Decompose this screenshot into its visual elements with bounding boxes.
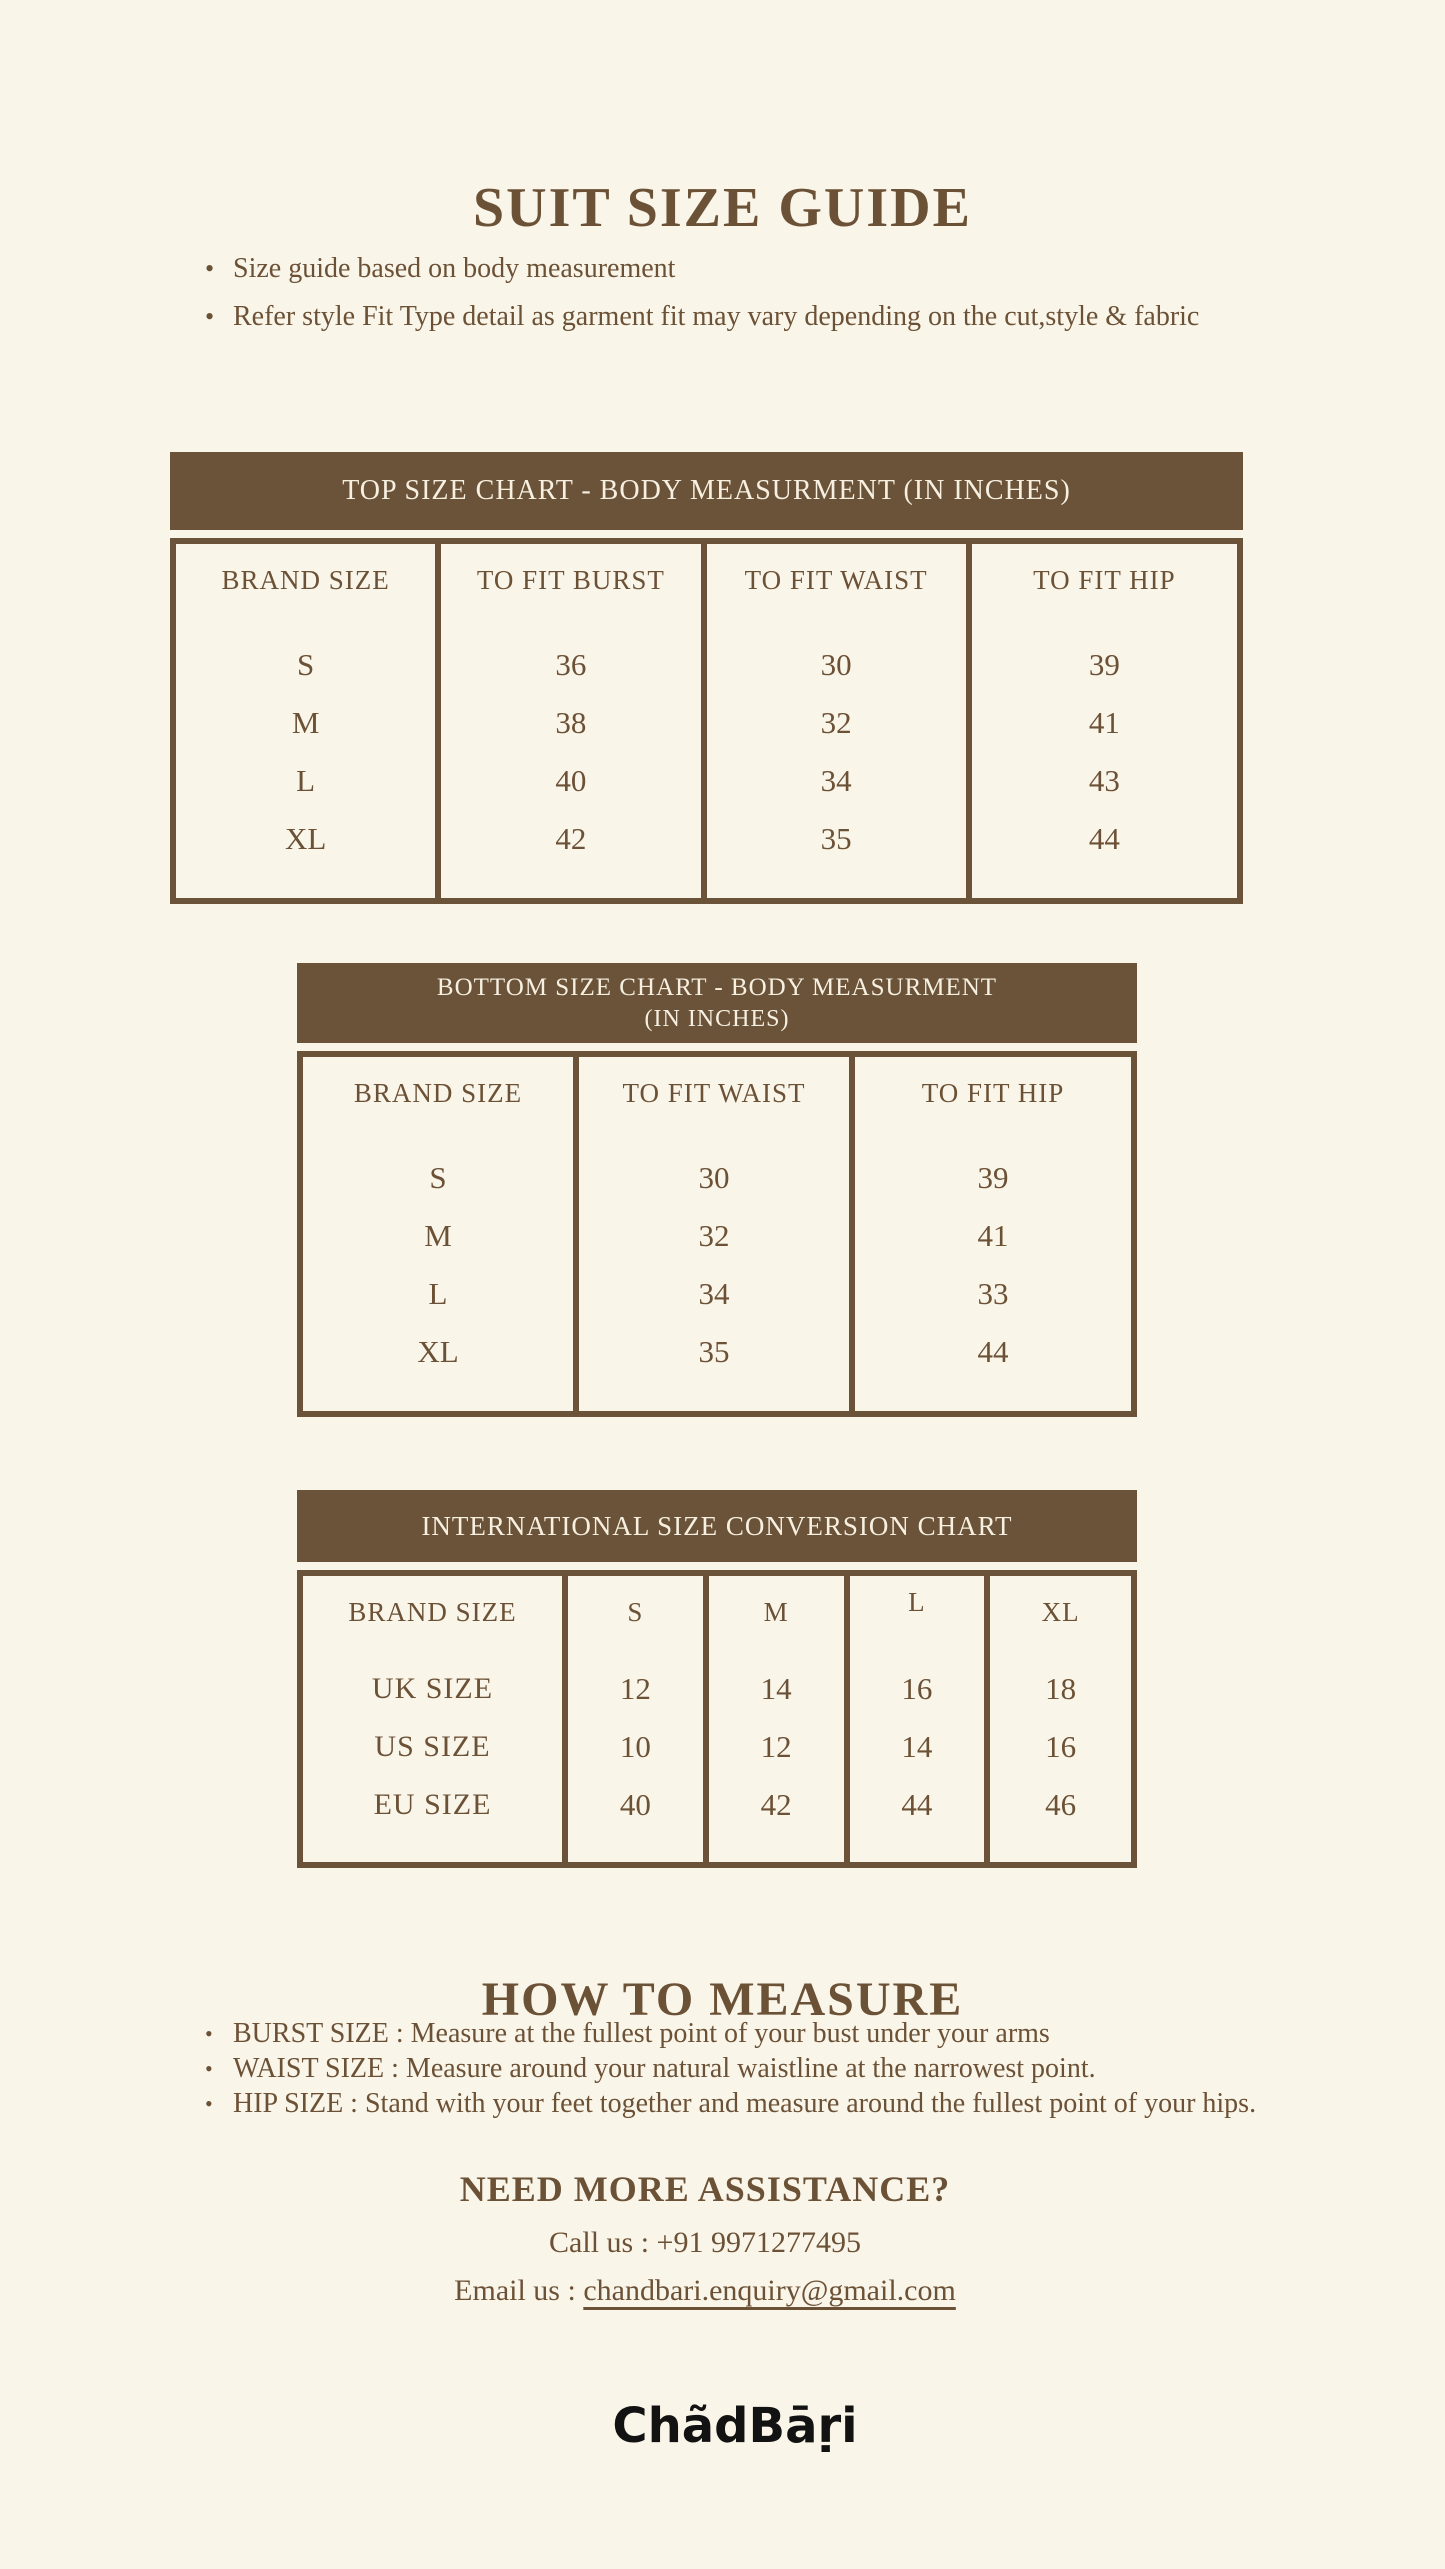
column-header: TO FIT HIP: [921, 1078, 1065, 1108]
table-column-to-fit-waist: [579, 1057, 855, 1411]
table-cell: XL: [284, 821, 327, 856]
table-title-line1: BOTTOM SIZE CHART - BODY MEASURMENT: [436, 973, 998, 1001]
measure-note: • WAIST SIZE : Measure around your natural waistline at the narrowest point.: [205, 2051, 1325, 2086]
phone-number: +91 9971277495: [656, 2226, 861, 2259]
table-column-s: [568, 1576, 709, 1862]
table-cell: 18: [1045, 1671, 1077, 1706]
table-cell: M: [424, 1218, 452, 1253]
column-header: L: [908, 1587, 926, 1617]
table-cell: 40: [619, 1787, 651, 1822]
bottom-size-chart-body: [297, 1051, 1137, 1417]
table-cell: 34: [698, 1276, 730, 1311]
assistance-title: NEED MORE ASSISTANCE?: [459, 2169, 951, 2209]
table-column-m: [709, 1576, 850, 1862]
table-cell: 43: [1088, 763, 1120, 798]
table-cell: 30: [820, 647, 852, 682]
international-size-chart-title-band: [297, 1490, 1137, 1562]
table-cell: 44: [1088, 821, 1120, 856]
page-title: SUIT SIZE GUIDE: [473, 176, 972, 239]
email-label: Email us :: [454, 2274, 584, 2307]
table-cell: 44: [977, 1334, 1009, 1369]
table-title: TOP SIZE CHART - BODY MEASURMENT (IN INCHES): [342, 475, 1071, 506]
table-column-l: [850, 1576, 991, 1862]
table-cell: 39: [1088, 647, 1120, 682]
table-cell: 41: [1088, 705, 1120, 740]
email-link[interactable]: chandbari.enquiry@gmail.com: [583, 2274, 956, 2307]
table-cell: 42: [555, 821, 587, 856]
table-cell: XL: [417, 1334, 459, 1369]
intro-note: • Refer style Fit Type detail as garment fit may vary depending on the cut,style & fabric: [205, 294, 1295, 339]
assistance-section: [0, 2168, 1410, 2308]
table-title: INTERNATIONAL SIZE CONVERSION CHART: [421, 1510, 1013, 1541]
table-cell: S: [297, 647, 315, 682]
column-header: S: [627, 1597, 644, 1627]
row-label: US SIZE: [374, 1730, 491, 1763]
intro-notes: [205, 246, 1295, 342]
row-label: UK SIZE: [371, 1672, 494, 1705]
table-cell: 30: [698, 1160, 730, 1195]
column-header: TO FIT WAIST: [744, 565, 928, 595]
international-size-chart-body: [297, 1570, 1137, 1868]
table-cell: 14: [901, 1729, 933, 1764]
measure-note: • BURST SIZE : Measure at the fullest point of your bust under your arms: [205, 2016, 1325, 2051]
table-cell: 41: [977, 1218, 1009, 1253]
table-title-line2: (IN INCHES): [644, 1005, 790, 1032]
column-header: BRAND SIZE: [348, 1597, 517, 1627]
table-cell: 16: [1045, 1729, 1077, 1764]
international-size-chart: [297, 1490, 1137, 1868]
table-column-to-fit-hip: [855, 1057, 1131, 1411]
intro-note: • Size guide based on body measurement: [205, 246, 1295, 291]
table-cell: 42: [760, 1787, 792, 1822]
table-cell: 14: [760, 1671, 792, 1706]
table-cell: 35: [820, 821, 852, 856]
top-size-chart-title-band: [170, 452, 1243, 530]
brand-logo: ChãdBāṛi: [612, 2398, 858, 2454]
how-to-measure-title: HOW TO MEASURE: [481, 1972, 964, 2026]
table-cell: 35: [698, 1334, 730, 1369]
column-header: TO FIT BURST: [476, 565, 665, 595]
top-size-chart: [170, 452, 1243, 904]
column-header: TO FIT WAIST: [622, 1078, 806, 1108]
table-column-to-fit-waist: [707, 544, 972, 898]
table-column-brand-size: [303, 1057, 579, 1411]
column-header: BRAND SIZE: [221, 565, 390, 595]
table-cell: 33: [977, 1276, 1009, 1311]
table-cell: L: [428, 1276, 448, 1311]
table-cell: 10: [619, 1729, 651, 1764]
table-cell: 44: [901, 1787, 933, 1822]
top-size-chart-body: [170, 538, 1243, 904]
table-cell: 38: [555, 705, 587, 740]
table-column-xl: [990, 1576, 1131, 1862]
table-cell: 36: [555, 647, 587, 682]
table-column-brand-size: [176, 544, 441, 898]
table-cell: 32: [698, 1218, 730, 1253]
table-column-brand-size: [303, 1576, 568, 1862]
column-header: TO FIT HIP: [1033, 565, 1176, 595]
email-line: [0, 2274, 1410, 2308]
call-line: [0, 2226, 1410, 2260]
column-header: XL: [1041, 1597, 1080, 1627]
measure-note: • HIP SIZE : Stand with your feet together and measure around the fullest point of your hips.: [205, 2086, 1325, 2121]
table-cell: 39: [977, 1160, 1009, 1195]
column-header: M: [763, 1597, 789, 1627]
row-label: EU SIZE: [373, 1788, 492, 1821]
call-label: Call us :: [549, 2226, 657, 2259]
table-column-to-fit-burst: [441, 544, 706, 898]
table-cell: 34: [820, 763, 852, 798]
table-cell: 32: [820, 705, 852, 740]
table-cell: 12: [760, 1729, 792, 1764]
table-cell: S: [429, 1160, 447, 1195]
bottom-size-chart-title-band: [297, 963, 1137, 1043]
bottom-size-chart: [297, 963, 1137, 1417]
column-header: BRAND SIZE: [353, 1078, 523, 1108]
table-cell: 40: [555, 763, 587, 798]
how-to-measure-notes: [205, 2016, 1325, 2121]
table-cell: 16: [901, 1671, 933, 1706]
table-cell: L: [296, 763, 316, 798]
table-column-to-fit-hip: [972, 544, 1237, 898]
table-cell: M: [291, 705, 320, 740]
table-cell: 46: [1045, 1787, 1077, 1822]
table-cell: 12: [619, 1671, 651, 1706]
